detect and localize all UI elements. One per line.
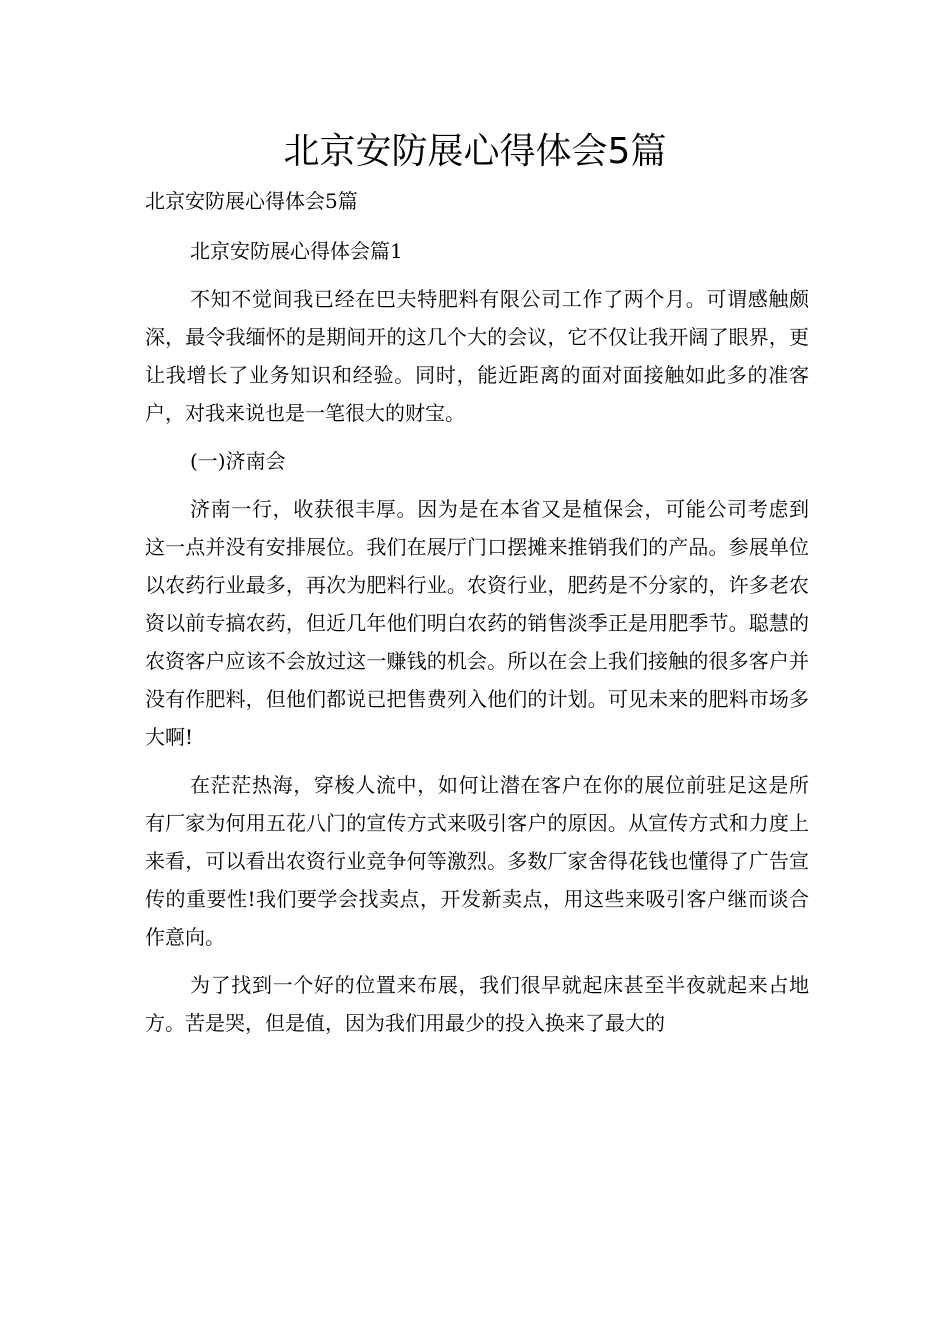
paragraph: 在茫茫热海，穿梭人流中，如何让潜在客户在你的展位前驻足这是所有厂家为何用五花八门的宣传方式来吸引客户的原因。从宣传方式和力度上来看，可以看出农资行业竞争何等激烈。多数厂家舍得花钱也懂得了广告宣传的重要性!我们要学会找卖点，开发新卖点，用这些来吸引客户继而谈合作意向。 [145,773,809,949]
paragraph: 不知不觉间我已经在巴夫特肥料有限公司工作了两个月。可谓感触颇深，最令我缅怀的是期间开的这几个大的会议，它不仅让我开阔了眼界，更让我增长了业务知识和经验。同时，能近距离的面对面接触如此多的准客户，对我来说也是一笔很大的财宝。 [145,287,809,425]
document-body [145,182,809,1052]
section-heading: (一)济南会 [190,449,286,473]
paragraph: 为了找到一个好的位置来布展，我们很早就起床甚至半夜就起来占地方。苦是哭，但是值，因为我们用最少的投入换来了最大的 [145,973,809,1035]
paragraph: 济南一行，收获很丰厚。因为是在本省又是植保会，可能公司考虑到这一点并没有安排展位。我们在展厅门口摆摊来推销我们的产品。参展单位以农药行业最多，再次为肥料行业。农资行业，肥药是不分家的，许多老农资以前专搞农药，但近几年他们明白农药的销售淡季正是用肥季节。聪慧的农资客户应该不会放过这一赚钱的机会。所以在会上我们接触的很多客户并没有作肥料，但他们都说已把售费列入他们的计划。可见未来的肥料市场多大啊! [145,497,809,749]
document-subtitle: 北京安防展心得体会5篇 [145,189,358,213]
section-heading: 北京安防展心得体会篇1 [190,239,403,263]
document-title: 北京安防展心得体会5篇 [283,131,667,172]
